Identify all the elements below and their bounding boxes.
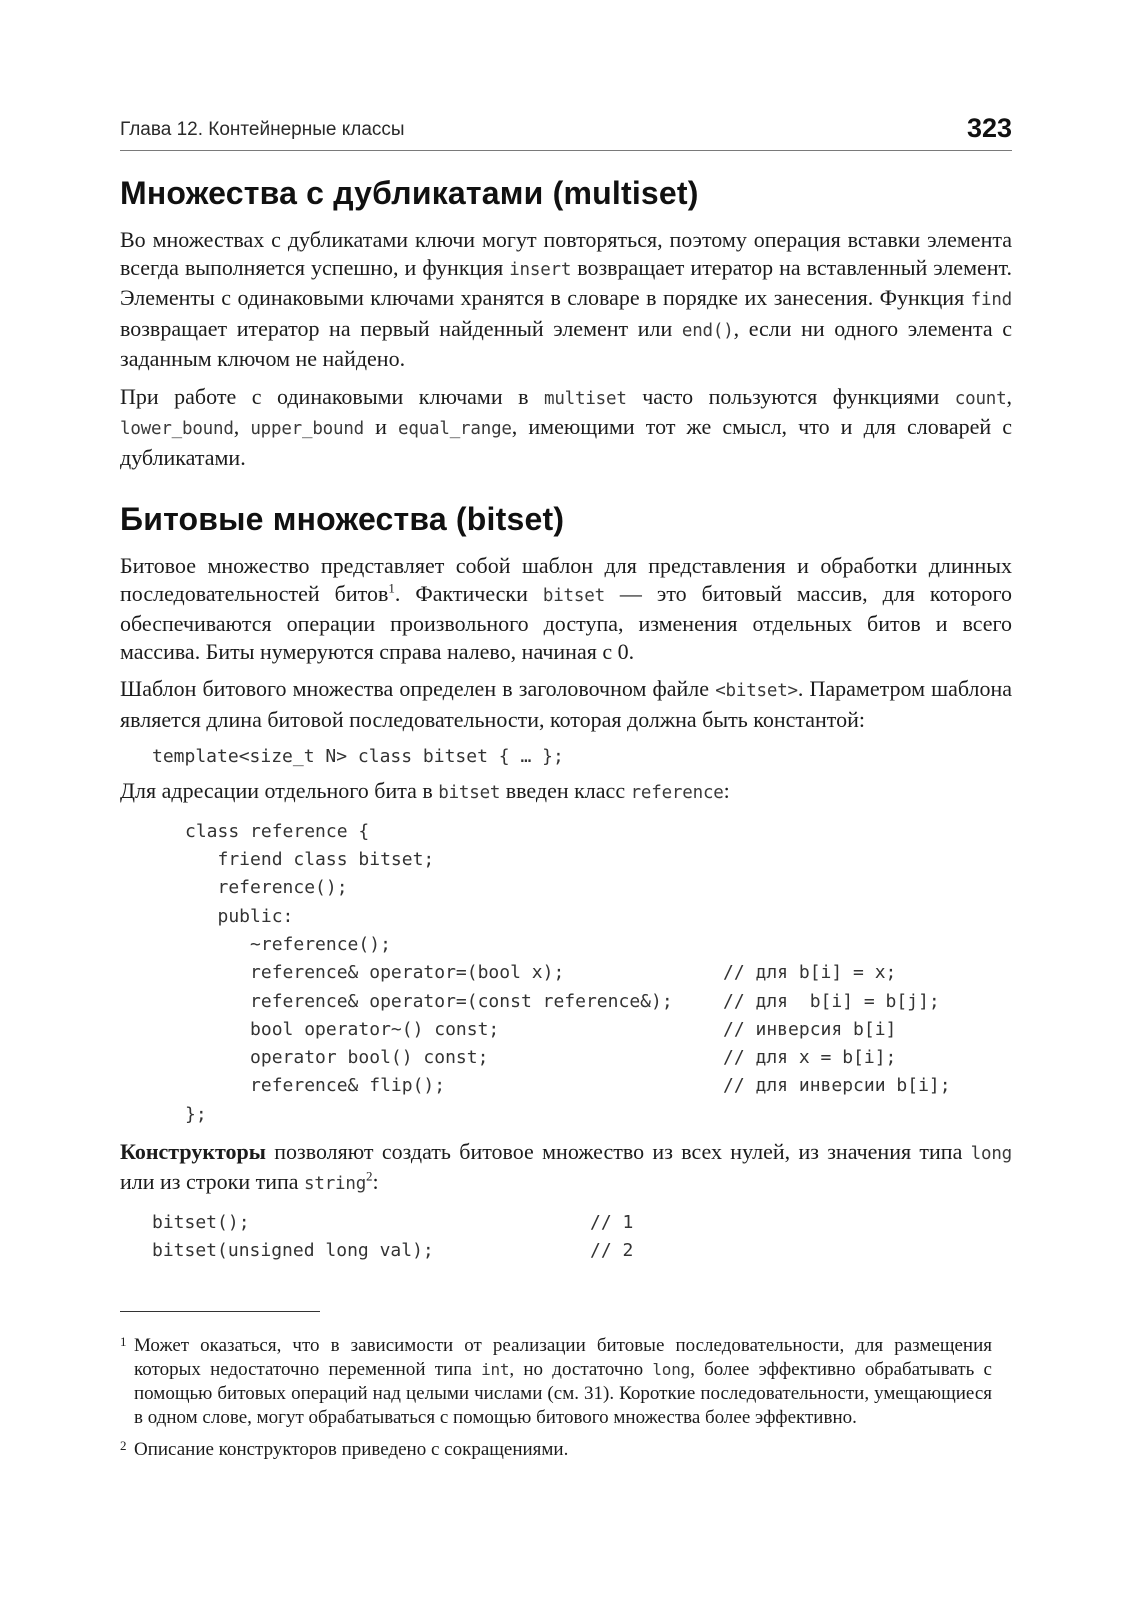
code-line xyxy=(185,1101,207,1129)
code-text: bool operator~() const; xyxy=(185,1018,500,1040)
code-line xyxy=(185,959,564,987)
text-run: или из строки типа xyxy=(120,1169,305,1195)
constructors-code xyxy=(152,1209,1012,1269)
code-comment: // для b[i] = b[j]; xyxy=(723,990,940,1012)
code-bitset: bitset xyxy=(438,783,501,804)
text-run: — это битовый массив, для которого обеспечиваются операции произвольного доступа, изменения отдельных битов и всего массива. Биты нумеруются справа налево, начиная с 0. xyxy=(120,580,1012,664)
multiset-paragraph-1 xyxy=(120,226,1012,373)
text-run: введен класс xyxy=(500,778,631,804)
page-number: 323 xyxy=(966,113,1012,143)
text-run: . Параметром шаблона является длина битовой последовательности, которая должна быть константой: xyxy=(120,676,1012,732)
text-run: возвращает итератор на первый найденный элемент или xyxy=(120,315,682,341)
code-line xyxy=(185,903,293,931)
footnote-2 xyxy=(120,1438,992,1462)
footnote-divider xyxy=(120,1311,320,1312)
code-comment: // 2 xyxy=(590,1240,634,1262)
text-run: : xyxy=(372,1169,379,1195)
code-comment: // для инверсии b[i]; xyxy=(723,1075,951,1097)
page-content xyxy=(120,175,1012,1269)
text-run: и xyxy=(364,414,399,439)
text-run: позволяют создать битовое множество из всех нулей, из значения типа xyxy=(265,1138,971,1164)
bitset-paragraph-3 xyxy=(120,777,1012,808)
text-run: Описание конструкторов приведено с сокращениями. xyxy=(134,1439,569,1460)
code-text: friend class bitset; xyxy=(185,849,435,871)
code-text: operator bool() const; xyxy=(185,1047,489,1069)
code-lower-bound: lower_bound xyxy=(120,419,234,439)
code-end: end() xyxy=(681,320,734,341)
code-upper-bound: upper_bound xyxy=(250,419,365,439)
running-header xyxy=(120,112,1012,151)
text-run: При работе с одинаковыми ключами в xyxy=(120,383,544,409)
code-comment: // для x = b[i]; xyxy=(723,1047,897,1069)
bitset-heading: Битовые множества (bitset) xyxy=(120,501,565,537)
code-text: ~reference(); xyxy=(185,933,391,955)
text-run: Для адресации отдельного бита в xyxy=(120,778,439,804)
multiset-heading: Множества с дубликатами (multiset) xyxy=(120,175,699,211)
text-run: Может оказаться, что в зависимости от реализации битовые последовательности, для размещения которых недостаточно переменной типа xyxy=(134,1335,992,1380)
reference-class-code xyxy=(185,818,1012,1130)
bitset-paragraph-2 xyxy=(120,675,1012,733)
footnote-number: 1 xyxy=(120,1334,127,1349)
text-run: возвращает итератор на вставленный элемент. Элементы с одинаковыми ключами хранятся в словаре в порядке их занесения. Функция xyxy=(120,254,1012,310)
code-string: string xyxy=(304,1174,367,1195)
footnotes xyxy=(120,1334,992,1470)
text-run: часто пользуются функциями xyxy=(626,383,955,409)
code-line xyxy=(185,988,673,1016)
code-line xyxy=(185,1044,488,1072)
code-line xyxy=(185,818,369,846)
code-long: long xyxy=(652,1360,691,1379)
code-line xyxy=(185,874,348,902)
text-run: Битовое множество представляет собой шаблон для представления и обработки длинных последовательностей битов xyxy=(120,553,1012,606)
code-text: reference(); xyxy=(185,877,348,899)
code-bitset-header: <bitset> xyxy=(715,681,798,701)
footnote-ref-2: 2 xyxy=(366,1168,373,1184)
multiset-paragraph-2 xyxy=(120,383,1012,472)
bold-term: Конструкторы xyxy=(120,1138,266,1164)
text-run: , xyxy=(1006,383,1012,409)
code-text: bitset(unsigned long val); xyxy=(152,1240,434,1262)
code-text: public: xyxy=(185,905,294,927)
code-int: int xyxy=(481,1360,510,1379)
code-insert: insert xyxy=(509,259,572,280)
text-run: , имеющими тот же смысл, что и для словарей с дубликатами. xyxy=(120,414,1013,470)
bitset-paragraph-1 xyxy=(120,552,1012,665)
code-line xyxy=(152,1237,434,1265)
text-run: . Фактически xyxy=(394,580,543,606)
text-run: , если ни одного элемента с заданным ключом не найдено. xyxy=(120,315,1012,371)
running-title: Глава 12. Контейнерные классы xyxy=(120,119,405,140)
footnote-number: 2 xyxy=(120,1438,127,1453)
code-bitset: bitset xyxy=(542,585,605,606)
code-line xyxy=(185,931,391,959)
code-text: reference& operator=(bool x); xyxy=(185,962,565,984)
text-run: , xyxy=(233,414,251,439)
text-run: , но достаточно xyxy=(509,1359,653,1380)
text-run: : xyxy=(723,778,730,804)
text-run: Во множествах с дубликатами ключи могут повторяться, поэтому операция вставки элемента всегда выполняется успешно, и функция xyxy=(120,227,1012,280)
code-reference: reference xyxy=(630,783,724,804)
text-run: , более эффективно обрабатывать с помощью битовых операций над целыми числами (см. 31). Короткие последовательности, умещающиеся в одном слове, могут обрабатываться с помощью битового множества более эффективно. xyxy=(134,1359,992,1428)
code-comment: // для b[i] = x; xyxy=(723,962,897,984)
template-code xyxy=(152,743,1012,771)
code-text: reference& operator=(const reference&); xyxy=(185,990,673,1012)
code-line xyxy=(185,1016,499,1044)
footnote-1 xyxy=(120,1334,992,1430)
footnote-ref-1: 1 xyxy=(388,580,395,596)
code-count: count xyxy=(954,388,1007,409)
code-multiset: multiset xyxy=(544,388,627,409)
code-text: class reference { xyxy=(185,820,370,842)
code-line xyxy=(185,846,434,874)
code-text: bitset(); xyxy=(152,1211,250,1233)
code-comment: // 1 xyxy=(590,1211,634,1233)
bitset-paragraph-4 xyxy=(120,1138,1012,1199)
code-line xyxy=(152,1209,250,1237)
code-text: reference& flip(); xyxy=(185,1075,446,1097)
code-text: }; xyxy=(185,1103,207,1125)
code-line: template<size_t N> class bitset { … }; xyxy=(152,746,564,767)
text-run: Шаблон битового множества определен в заголовочном файле xyxy=(120,676,716,701)
code-find: find xyxy=(970,290,1012,310)
code-equal-range: equal_range xyxy=(398,419,512,439)
code-long: long xyxy=(970,1143,1012,1164)
code-line xyxy=(185,1072,445,1100)
code-comment: // инверсия b[i] xyxy=(723,1018,897,1040)
